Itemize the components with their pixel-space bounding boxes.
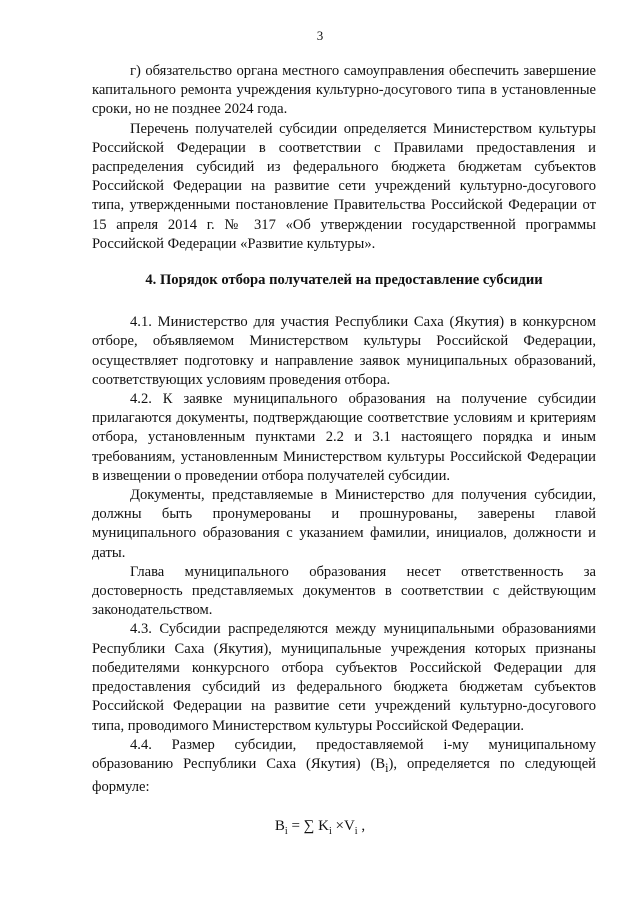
paragraph-4-1: 4.1. Министерство для участия Республики Саха (Якутия) в конкурсном отборе, объявляемом Министерством культуры Российской Федерации, осуществляет подготовку и направление заявок муниципальных образований, соответствующих условиям проведения отбора.	[92, 314, 596, 388]
formula-lhs-subscript: i	[284, 826, 288, 837]
formula-lhs: B	[274, 818, 285, 834]
formula-k-subscript: i	[328, 826, 332, 837]
formula-equals: =	[287, 818, 304, 834]
paragraph-4-3: 4.3. Субсидии распределяются между муниципальными образованиями Республики Саха (Якутия), муниципальные учреждения которых признаны победителями конкурсного отбора субъектов Российской Федерации для предоставления субсидий из федерального бюджета бюджетам субъектов Российской Федерации на развитие сети учреждений культурно-досугового типа, проводимого Министерством культуры Российской Федерации.	[92, 621, 596, 734]
formula-tail: ,	[357, 818, 366, 834]
paragraph-4-4-end: ), определяется по следующей формуле:	[92, 755, 596, 796]
paragraph-responsibility: Глава муниципального образования несет ответственность за достоверность представляемых документов в соответствии с действующим законодательством.	[92, 563, 596, 619]
paragraph-4-4-start: 4.4. Размер субсидии, предоставляемой i-му муниципальному образованию Республики Саха (Якутия) (B	[92, 736, 596, 772]
formula-sum-sign: ∑	[303, 818, 315, 834]
subsidy-formula	[0, 818, 640, 837]
page-number: 3	[316, 28, 324, 43]
paragraph-documents: Документы, представляемые в Министерство для получения субсидии, должны быть пронумерованы и прошнурованы, заверены главой муниципального образования с указанием фамилии, инициалов, должности и даты.	[92, 487, 596, 561]
document-body	[92, 62, 596, 797]
section-heading: 4. Порядок отбора получателей на предоставление субсидии	[145, 272, 543, 289]
formula-v-subscript: i	[354, 826, 358, 837]
formula-times-v: ×V	[331, 818, 355, 834]
paragraph-4-4-subscript: i	[385, 760, 389, 775]
paragraph-4-4	[92, 736, 596, 798]
formula-k: K	[314, 818, 329, 834]
paragraph-4-2: 4.2. К заявке муниципального образования на получение субсидии прилагаются документы, подтверждающие соответствие условиям и критериям отбора, установленным пунктами 2.2 и 3.1 настоящего порядка и иным требованиям, установленным Министерством культуры Российской Федерации в извещении о проведении отбора получателей субсидии.	[92, 391, 596, 484]
paragraph-recipients-list: Перечень получателей субсидии определяется Министерством культуры Российской Федерации в соответствии с Правилами предоставления и распределения субсидий из федерального бюджета бюджетам субъектов Российской Федерации на развитие сети учреждений культурно-досугового типа, утвержденными постановление Правительства Российской Федерации от 15 апреля 2014 г. № 317 «Об утверждении государственной программы Российской Федерации «Развитие культуры».	[92, 120, 596, 252]
paragraph-obligation: г) обязательство органа местного самоуправления обеспечить завершение капитального ремонта учреждения культурно-досугового типа в установленные сроки, но не позднее 2024 года.	[92, 63, 596, 118]
